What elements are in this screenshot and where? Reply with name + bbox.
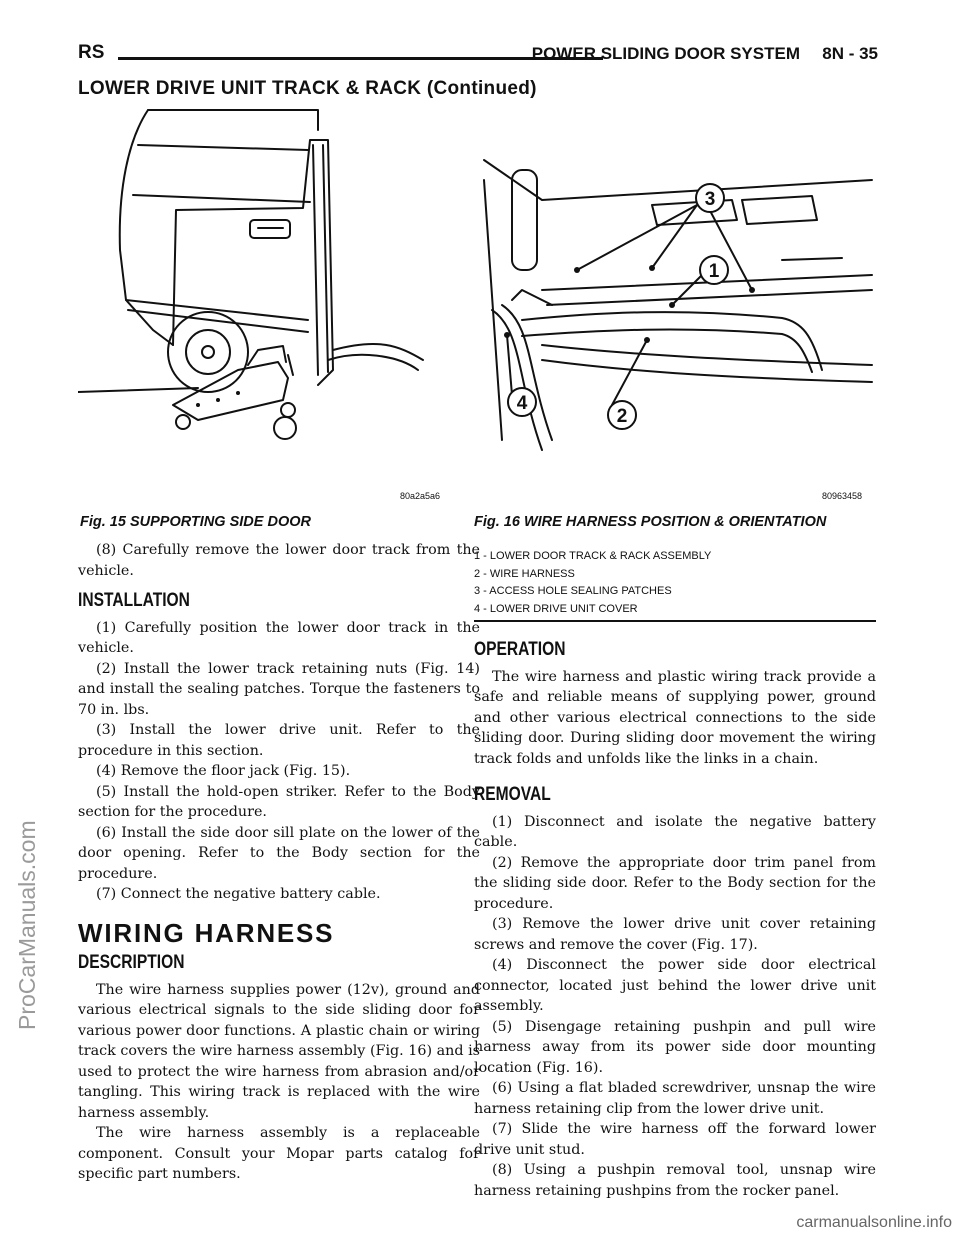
step: (8) Using a pushpin removal tool, unsnap wire harness retaining pushpins from the rocker panel. bbox=[474, 1162, 876, 1199]
vehicle-frame bbox=[484, 160, 872, 200]
fig15-code: 80a2a5a6 bbox=[400, 491, 441, 501]
fig16-legend bbox=[474, 548, 874, 618]
continued-heading: LOWER DRIVE UNIT TRACK & RACK (Continued) bbox=[78, 78, 537, 99]
step: (4) Disconnect the power side door electrical connector, located just behind the lower drive unit assembly. bbox=[474, 957, 876, 1014]
step: (7) Slide the wire harness off the forward lower drive unit stud. bbox=[474, 1121, 876, 1158]
wiring-harness-heading: WIRING HARNESS bbox=[78, 917, 335, 948]
paragraph: (8) Carefully remove the lower door track from the vehicle. bbox=[78, 542, 480, 579]
page-number: 8N - 35 bbox=[822, 44, 878, 63]
removal-heading: REMOVAL bbox=[474, 784, 551, 805]
callout-2: 2 bbox=[616, 406, 628, 427]
legend-item: 2 - WIRE HARNESS bbox=[474, 567, 575, 580]
header-title: POWER SLIDING DOOR SYSTEM bbox=[531, 44, 800, 63]
header-rule bbox=[118, 57, 603, 60]
callout-1: 1 bbox=[708, 261, 720, 282]
step: (1) Disconnect and isolate the negative battery cable. bbox=[474, 813, 876, 850]
floor-jack-handle bbox=[78, 388, 198, 392]
fig15-caption: Fig. 15 SUPPORTING SIDE DOOR bbox=[80, 514, 311, 530]
watermark: ProCarManuals.com bbox=[14, 820, 40, 1030]
callout-4: 4 bbox=[516, 393, 528, 414]
step: (6) Install the side door sill plate on the lower of the door opening. Refer to the Body section for the procedure. bbox=[78, 824, 480, 882]
legend-rule bbox=[474, 620, 876, 622]
left-column bbox=[78, 540, 480, 1185]
step: (7) Connect the negative battery cable. bbox=[96, 886, 381, 902]
tire bbox=[168, 312, 248, 392]
sliding-door-outline bbox=[173, 140, 333, 385]
legend-item: 3 - ACCESS HOLE SEALING PATCHES bbox=[474, 585, 672, 597]
step: (1) Carefully position the lower door track in the vehicle. bbox=[78, 619, 480, 656]
step: (3) Install the lower drive unit. Refer to the procedure in this section. bbox=[78, 722, 480, 759]
installation-heading: INSTALLATION bbox=[78, 590, 190, 611]
fig16-caption: Fig. 16 WIRE HARNESS POSITION & ORIENTATION bbox=[474, 514, 827, 530]
paragraph: The wire harness assembly is a replaceable component. Consult your Mopar parts catalog for specific part numbers. bbox=[78, 1125, 480, 1182]
step: (5) Disengage retaining pushpin and pull wire harness away from its power side door mounting location (Fig. 16). bbox=[474, 1018, 876, 1076]
legend-item: 4 - LOWER DRIVE UNIT COVER bbox=[474, 602, 638, 615]
floor-jack-body bbox=[173, 362, 288, 420]
description-heading: DESCRIPTION bbox=[78, 952, 185, 973]
step: (4) Remove the floor jack (Fig. 15). bbox=[96, 763, 351, 779]
fig16-illustration bbox=[482, 140, 876, 492]
callout-3: 3 bbox=[704, 189, 716, 210]
operation-heading: OPERATION bbox=[474, 639, 566, 660]
paragraph: The wire harness and plastic wiring track provide a safe and reliable means of supplying power, ground and other various electrical connections to the side sliding door. During sliding door movement the wiring track folds and unfolds like the links in a chain. bbox=[474, 668, 876, 767]
paragraph: The wire harness supplies power (12v), ground and various electrical signals to the side sliding door for various power door functions. A plastic chain or wiring track covers the wire harness assembly (Fig. 16) and is used to protect the wire harness from abrasion and/or tangling. This wiring track is replaced with the wire harness assembly. bbox=[78, 981, 480, 1121]
step: (2) Remove the appropriate door trim panel from the sliding side door. Refer to the Body section for the procedure. bbox=[474, 854, 876, 912]
section-code: RS bbox=[78, 42, 105, 63]
legend-item: 1 - LOWER DOOR TRACK & RACK ASSEMBLY bbox=[474, 550, 712, 562]
step: (3) Remove the lower drive unit cover retaining screws and remove the cover (Fig. 17). bbox=[474, 916, 876, 953]
step: (6) Using a flat bladed screwdriver, unsnap the wire harness retaining clip from the lower drive unit. bbox=[474, 1080, 876, 1117]
step: (2) Install the lower track retaining nuts (Fig. 14) and install the sealing patches. Torque the fasteners to 70 in. lbs. bbox=[78, 660, 480, 718]
right-column bbox=[474, 636, 876, 1201]
fig16-code: 80963458 bbox=[822, 491, 863, 501]
footer-link[interactable]: carmanualsonline.info bbox=[796, 1214, 952, 1231]
fig15-illustration bbox=[78, 100, 470, 500]
step: (5) Install the hold-open striker. Refer to the Body section for the procedure. bbox=[78, 783, 480, 820]
